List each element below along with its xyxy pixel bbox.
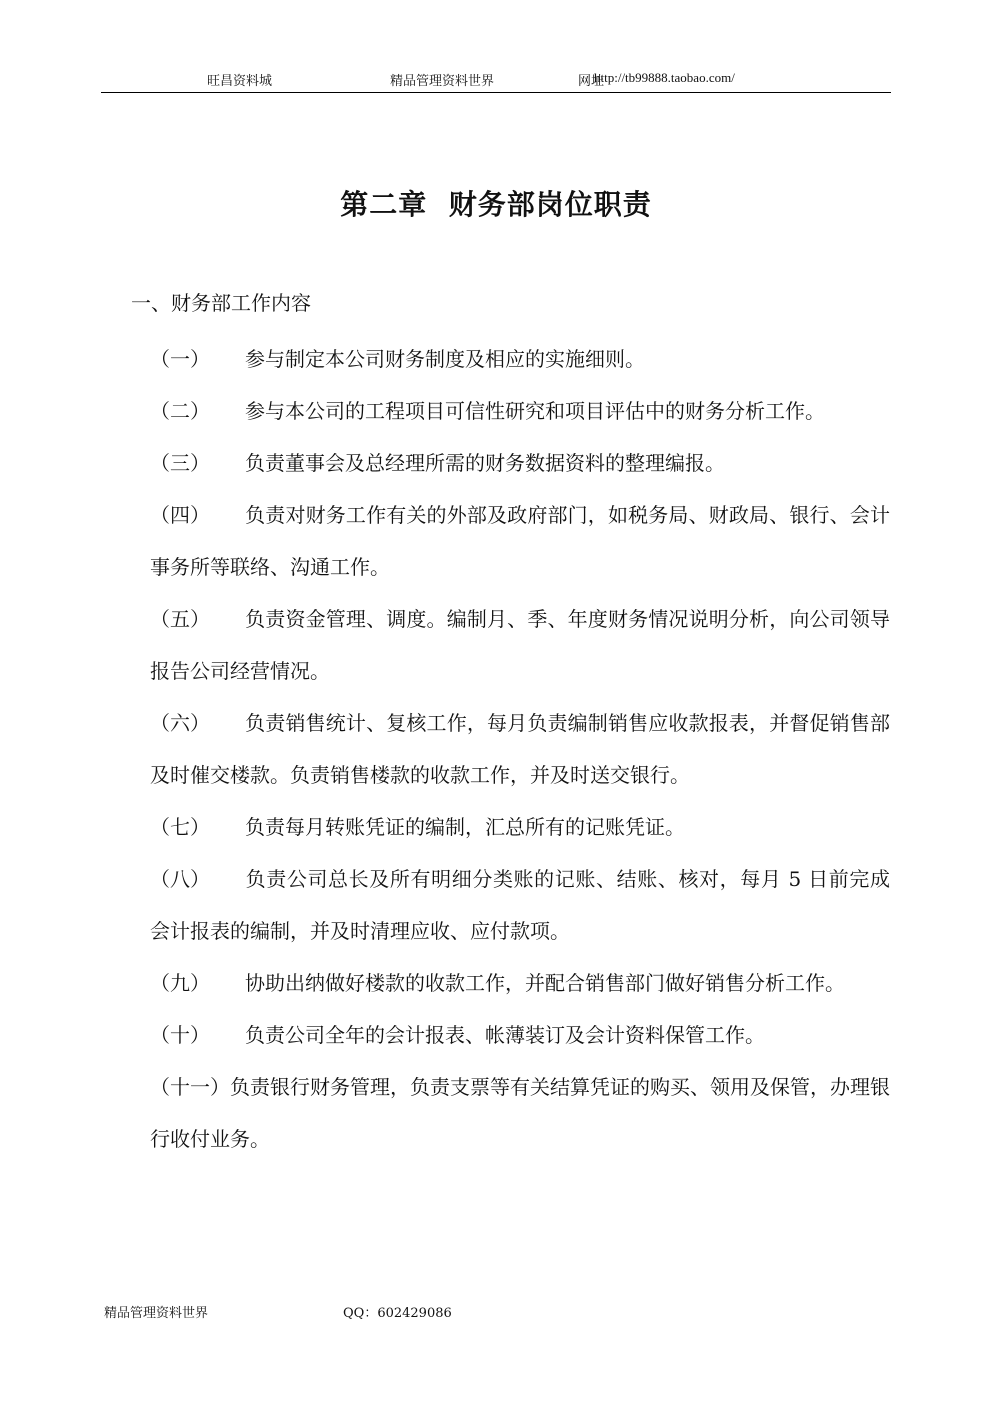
duty-number: （三） [150,451,210,475]
duty-text: 负责银行财务管理，负责支票等有关结算凭证的购买、领用及保管，办理银行收付业务。 [150,1075,890,1151]
header-left-text: 旺昌资料城 [207,74,273,89]
duty-number: （五） [150,607,210,631]
page-title: 第二章 财务部岗位职责 [340,188,652,221]
duty-item [150,489,890,593]
footer-qq: QQ：602429086 [343,1306,452,1321]
duty-item [150,697,890,801]
duty-item [150,957,890,1009]
duty-item [150,385,890,437]
duty-item [150,1061,890,1165]
duty-item [150,801,890,853]
header-rule [101,92,891,93]
page-header [0,70,992,92]
duty-number: （二） [150,399,210,423]
duty-text: 负责公司全年的会计报表、帐薄装订及会计资料保管工作。 [245,1023,765,1047]
duty-text: 负责销售统计、复核工作，每月负责编制销售应收款报表，并督促销售部及时催交楼款。负责销售楼款的收款工作，并及时送交银行。 [150,711,890,787]
duty-number: （十） [150,1023,210,1047]
duty-text: 负责每月转账凭证的编制，汇总所有的记账凭证。 [245,815,685,839]
duty-number: （十一） [150,1075,230,1099]
duty-text: 参与制定本公司财务制度及相应的实施细则。 [245,347,645,371]
duty-text: 协助出纳做好楼款的收款工作，并配合销售部门做好销售分析工作。 [245,971,845,995]
duty-item [150,333,890,385]
duty-text: 负责董事会及总经理所需的财务数据资料的整理编报。 [245,451,725,475]
duty-item [150,853,890,957]
page-footer [0,1302,992,1322]
duty-number: （四） [150,503,210,527]
header-site-label: 网址 [578,74,605,89]
header-site-url: http://tb99888.taobao.com/ [594,70,735,85]
footer-left-text: 精品管理资料世界 [104,1306,209,1321]
duty-text: 负责公司总长及所有明细分类账的记账、结账、核对，每月 5 日前完成会计报表的编制，并及时清理应收、应付款项。 [150,867,890,943]
duty-text: 负责资金管理、调度。编制月、季、年度财务情况说明分析，向公司领导报告公司经营情况。 [150,607,890,683]
duty-number: （八） [150,867,210,891]
duty-item [150,437,890,489]
duty-text: 参与本公司的工程项目可信性研究和项目评估中的财务分析工作。 [245,399,825,423]
duty-text: 负责对财务工作有关的外部及政府部门，如税务局、财政局、银行、会计事务所等联络、沟通工作。 [150,503,890,579]
duty-number: （七） [150,815,210,839]
duty-number: （一） [150,347,210,371]
section-heading: 一、财务部工作内容 [131,291,311,315]
duty-item [150,593,890,697]
duty-list [150,333,890,1165]
duty-number: （六） [150,711,210,735]
duty-item [150,1009,890,1061]
header-center-text: 精品管理资料世界 [390,74,495,89]
duty-number: （九） [150,971,210,995]
